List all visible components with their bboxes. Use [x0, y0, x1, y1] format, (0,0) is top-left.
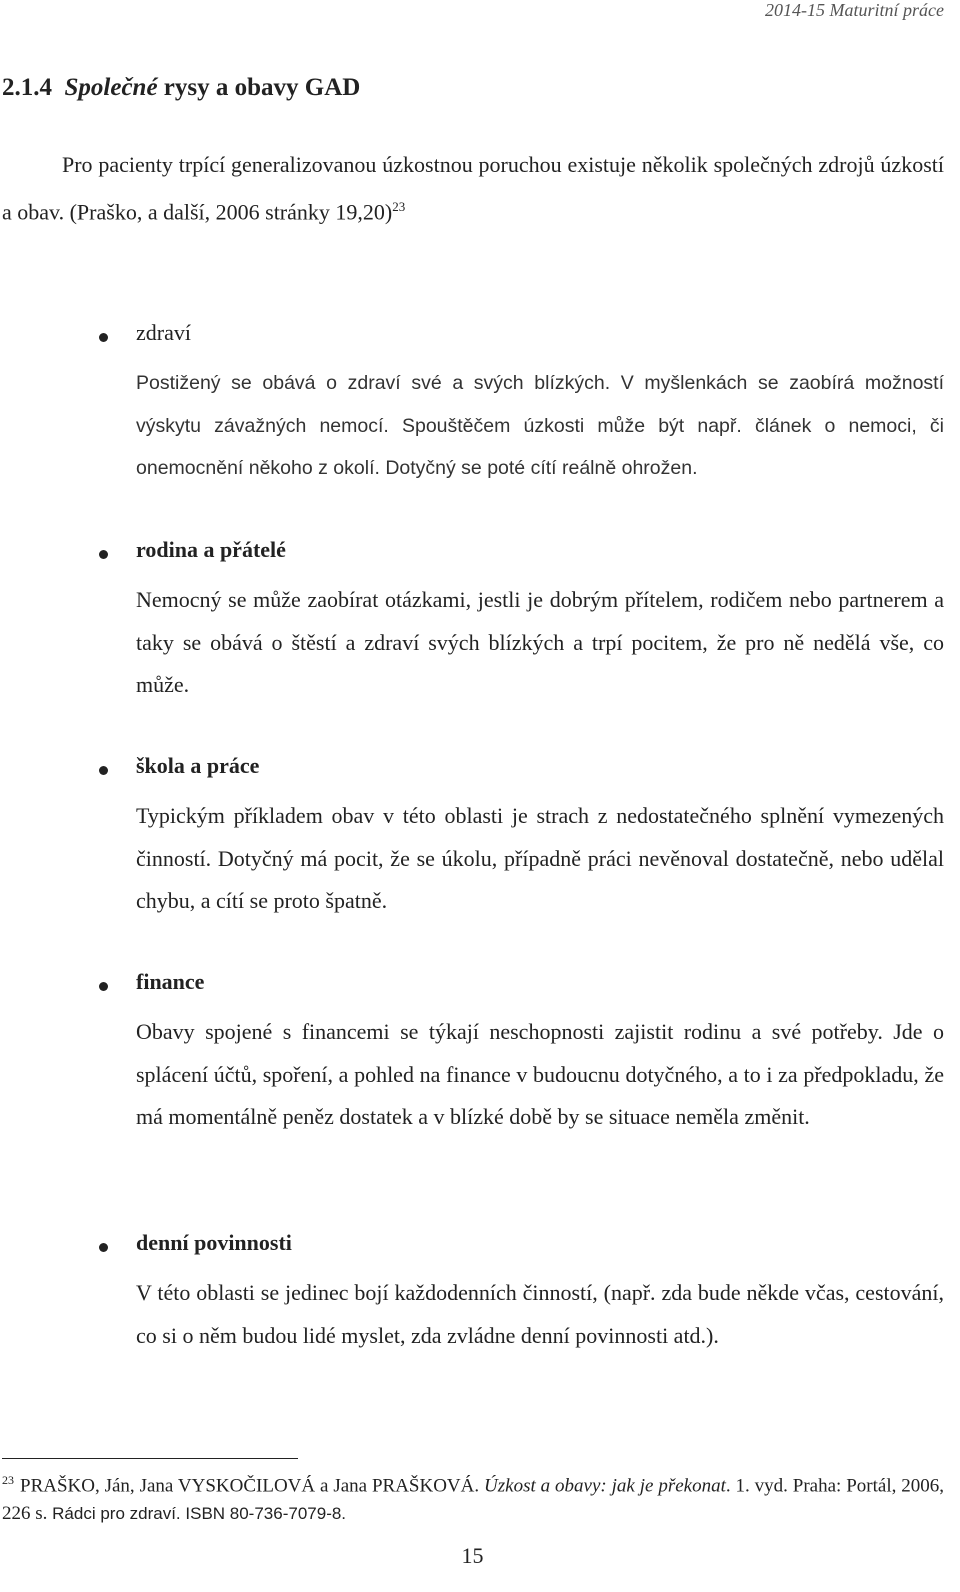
bullet-text: Obavy spojené s financemi se týkají neschopnosti zajistit rodinu a své potřeby. Jde o splácení účtů, spoření, a pohled na finance v budoucnu dotyčného, a to i za předpokladu, že má momentálně peněz dostatek a v blízké době by se situace neměla změnit. — [136, 1019, 944, 1129]
running-header: 2014-15 Maturitní práce — [765, 0, 944, 20]
footnote-number: 23 — [2, 1473, 14, 1487]
intro-paragraph — [2, 144, 944, 233]
bullet-title: škola a práce — [136, 753, 260, 778]
bullet-dot-icon — [99, 550, 108, 559]
bullet-title: finance — [136, 969, 205, 994]
bullet-dot-icon — [99, 333, 108, 342]
bullet-text: Nemocný se může zaobírat otázkami, jestli je dobrým přítelem, rodičem nebo partnerem a taky se obává o štěstí a zdraví svých blízkých a trpí pocitem, že pro ně nedělá vše, co může. — [136, 587, 944, 697]
footnote-divider — [2, 1458, 298, 1459]
footnote-series: Rádci pro zdraví. ISBN 80-736-7079-8. — [52, 1504, 347, 1524]
footnote-ref[interactable]: 23 — [392, 199, 406, 214]
bullet-title: denní povinnosti — [136, 1230, 292, 1255]
footnote — [2, 1466, 944, 1528]
intro-text: Pro pacienty trpící generalizovanou úzkostnou poruchou existuje několik společných zdrojů úzkostí a obav. (Praško, a další, 2006 stránky 19,20) — [2, 152, 944, 225]
bullet-text: Postižený se obává o zdraví své a svých blízkých. V myšlenkách se zaobírá možností výskytu závažných nemocí. Spouštěčem úzkosti může být např. článek o nemoci, či onemocnění někoho z okolí. Dotyčný se poté cítí reálně ohrožen. — [136, 372, 944, 479]
section-heading — [2, 74, 360, 102]
bullet-text: Typickým příkladem obav v této oblasti je strach z nedostatečného splnění vymezených činností. Dotyčný má pocit, že se úkolu, případně práci nevěnoval dostatečně, nebo udělal chybu, a cítí se proto špatně. — [136, 803, 944, 913]
page-number: 15 — [461, 1543, 484, 1568]
bullet-text: V této oblasti se jedinec bojí každodenních činností, (např. zda bude někde včas, cestování, co si o něm budou lidé myslet, zda zvládne denní povinnosti atd.). — [136, 1280, 944, 1348]
footnote-rest: . 1. vyd. Praha: Portál, 2006, 226 s. — [2, 1475, 944, 1525]
section-title-italic: Společné — [64, 74, 158, 101]
bullet-title: zdraví — [136, 320, 191, 345]
footnote-authors: PRAŠKO, Ján, Jana VYSKOČILOVÁ a Jana PRAŠKOVÁ. — [20, 1475, 485, 1497]
bullet-dot-icon — [99, 766, 108, 775]
bullet-title: rodina a přátelé — [136, 537, 286, 562]
bullet-dot-icon — [99, 982, 108, 991]
section-number: 2.1.4 — [2, 74, 52, 101]
footnote-title: Úzkost a obavy: jak je překonat — [484, 1475, 726, 1497]
section-title-rest: rysy a obavy GAD — [157, 74, 361, 101]
bullet-dot-icon — [99, 1243, 108, 1252]
